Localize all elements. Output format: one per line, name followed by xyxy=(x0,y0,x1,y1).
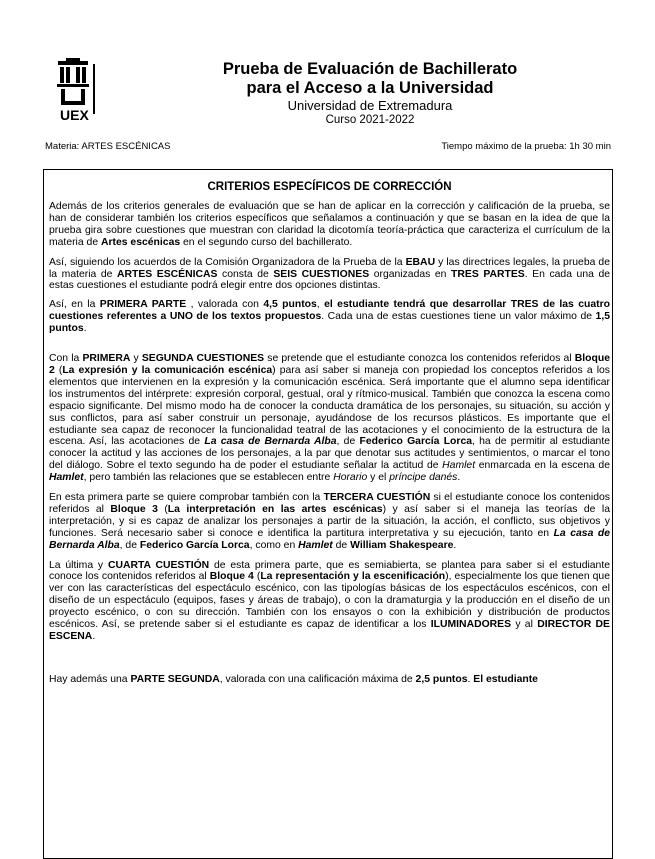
text-run-bold: SEGUNDA CUESTIONES xyxy=(141,353,265,365)
text-run: . En cada una de estas cuestiones el estudiante podrá elegir entre dos opciones distintas. xyxy=(49,268,611,292)
criteria-content xyxy=(49,180,610,686)
text-run-bold: SEIS CUESTIONES xyxy=(273,268,370,280)
text-run-bold: 1,5 puntos xyxy=(49,311,610,335)
text-run: consta de xyxy=(217,268,274,280)
text-run: Además de los criterios generales de evaluación que se han de aplicar en la corrección y calificación de la prueba, se han de considerar también los criterios específicos que señalamos a continuación y que se basan en la idea de que la prueba gira sobre cuestiones que muestran con claridad la dicotomía teoría-práctica que caracteriza el currículum de la materia de xyxy=(49,201,610,248)
text-run-bold-italic: Hamlet xyxy=(298,539,333,551)
text-run-bold: PRIMERA PARTE xyxy=(99,299,187,311)
text-run: y el xyxy=(367,472,390,484)
university-logo xyxy=(55,58,103,122)
document-header xyxy=(160,60,580,127)
text-run: La última y xyxy=(49,559,108,571)
text-run: Hay además una xyxy=(49,673,131,685)
text-run-bold: La interpretación en las artes escénicas xyxy=(167,503,383,515)
text-run: . xyxy=(453,539,457,551)
text-run-bold: La expresión y la comunicación escénica xyxy=(62,364,273,376)
text-run-bold-italic: La casa de Bernarda Alba xyxy=(204,436,337,448)
paragraph-structure xyxy=(49,257,610,293)
text-run-bold: el estudiante tendrá que desarrollar TRES de las cuatro cuestiones referentes a UNO de los textos propuestos xyxy=(49,299,610,323)
text-run-bold: DIRECTOR DE ESCENA xyxy=(49,619,610,642)
title-line-1: Prueba de Evaluación de Bachillerato xyxy=(222,60,518,78)
time-label: Tiempo máximo de la prueba: 1h 30 min xyxy=(441,141,611,152)
text-run-bold: ARTES ESCÉNICAS xyxy=(117,268,218,280)
text-run-bold: La representación y la escenificación xyxy=(260,571,446,583)
text-run: . xyxy=(92,631,96,642)
text-run-bold: 4,5 puntos xyxy=(263,299,317,311)
text-run: , de xyxy=(336,436,360,448)
text-run: . xyxy=(83,323,87,335)
text-run: ), especialmente los que tienen que ver con las características del espectáculo escénico, con las tipologías básicas de los espectáculos escénicos, con el diseño de un espectáculo (equipos, fases y áreas de trabajo), o con la dramaturgia y la producción en el diseño de un proyecto escénico, o con su dirección. También con los ensayos o con la exhibición y distribución de productos escénicos. Así, se pretende saber si el estudiante es capaz de identificar a los xyxy=(49,571,610,631)
text-run-bold: Bloque 4 xyxy=(209,571,254,583)
text-run-bold-italic: La casa de Bernarda Alba xyxy=(49,527,611,551)
text-run: Así, en la xyxy=(49,299,100,311)
text-run-bold: TRES PARTES xyxy=(451,268,525,280)
text-run-bold: El estudiante xyxy=(473,673,538,685)
text-run-bold: 2,5 puntos xyxy=(415,673,468,685)
university-name: Universidad de Extremadura xyxy=(287,98,453,113)
text-run: . Cada una de estas cuestiones tiene un valor máximo de xyxy=(321,311,596,323)
subject-label: Materia: ARTES ESCÉNICAS xyxy=(45,141,171,152)
text-run: . xyxy=(457,472,461,484)
paragraph-question-3 xyxy=(49,492,610,552)
paragraph-second-part xyxy=(49,674,610,686)
text-run-bold: William Shakespeare xyxy=(350,539,454,551)
text-run-bold-italic: Hamlet xyxy=(49,472,84,484)
text-run: se pretende que el estudiante conozca los contenidos referidos al xyxy=(264,353,575,365)
text-run: y xyxy=(130,353,142,365)
text-run: , pero también las relaciones que se establecen entre xyxy=(83,472,334,484)
text-run: organizadas en xyxy=(369,268,452,280)
text-run-bold: Federico García Lorca xyxy=(139,539,250,551)
text-run-bold: PARTE SEGUNDA xyxy=(130,673,220,685)
text-run: ) para así saber si maneja con propiedad los conceptos referidos a los elementos que intervienen en la expresión y la comunicación escénica. Será importante que el alumno sepa identificar los instrumentos del intérprete: expresión corporal, gestual, oral y rítmico-musical. También que conozca la escena como espacio significante. Del mismo modo ha de conocer la conducta dramática de los personajes, su situación, su acción y sus conflictos, para así saber construir un personaje, ayudándose de los recursos plásticos. Es importante que el estudiante sea capaz de reconocer la funcionalidad teatral de las acotaciones y el conocimiento de la estructura de la escena. Así, las acotaciones de xyxy=(49,364,610,448)
text-run-italic: príncipe danés xyxy=(389,472,458,484)
text-run-bold: EBAU xyxy=(405,256,436,268)
meta-row xyxy=(45,141,611,152)
text-run: y al xyxy=(511,619,538,631)
text-run-bold: TERCERA CUESTIÓN xyxy=(323,492,431,504)
text-run: enmarcada en la escena de xyxy=(475,460,610,472)
svg-text:UEX: UEX xyxy=(60,107,89,122)
text-run: ( xyxy=(54,364,63,376)
text-run: , de xyxy=(119,539,140,551)
text-run: en el segundo curso del bachillerato. xyxy=(180,236,353,248)
text-run-bold: ILUMINADORES xyxy=(430,619,512,631)
text-run: ( xyxy=(253,571,261,583)
text-run: , valorada con una calificación máxima de xyxy=(219,673,416,685)
text-run: de esta primera parte, que es semiabierta, se plantea para saber si el estudiante conoce los contenidos referidos al xyxy=(49,559,611,583)
paragraph-questions-1-2 xyxy=(49,353,610,484)
course-year: Curso 2021-2022 xyxy=(325,114,415,126)
text-run: Con la xyxy=(49,353,83,365)
text-run: . xyxy=(467,673,474,685)
paragraph-question-4 xyxy=(49,560,610,643)
text-run: de xyxy=(332,539,351,551)
text-run: y las directrices legales, la prueba de la materia de xyxy=(49,256,610,280)
text-run-bold: PRIMERA xyxy=(82,353,131,365)
title-line-2: para el Acceso a la Universidad xyxy=(246,79,494,97)
text-run: ) y así saber si el maneja las teorías de la interpretación, y si es capaz de analizar los personajes a partir de la situación, la acción, el conflicto, sus objetivos y funciones. Será necesario saber si conoce e identifica la partitura interpretativa y su ejecución, tanto en xyxy=(49,503,610,539)
text-run-bold: Federico García Lorca xyxy=(359,436,472,448)
text-run: ( xyxy=(157,503,168,515)
text-run: Así, siguiendo los acuerdos de la Comisión Organizadora de la Prueba de la xyxy=(49,256,406,268)
text-run-bold: Artes escénicas xyxy=(100,236,181,248)
criteria-heading: CRITERIOS ESPECÍFICOS DE CORRECCIÓN xyxy=(207,181,452,193)
text-run: , xyxy=(316,299,325,311)
text-run: , como en xyxy=(249,539,299,551)
paragraph-intro xyxy=(49,201,610,249)
text-run-bold: Bloque 3 xyxy=(110,503,158,515)
text-run: En esta primera parte se quiere comprobar también con la xyxy=(49,492,324,504)
text-run-italic: Horario xyxy=(333,472,368,484)
text-run: , ha de permitir al estudiante conocer la actitud y las acciones de los personajes, a la par que denotar sus actitudes y sentimientos, o marcar el tono del diálogo. Sobre el texto segundo ha de poder el estudiante señalar la actitud de xyxy=(49,436,610,472)
text-run-italic: Hamlet xyxy=(442,460,476,472)
text-run-bold: Bloque 2 xyxy=(49,353,610,376)
paragraph-first-part xyxy=(49,299,610,335)
text-run-bold: CUARTA CUESTIÓN xyxy=(107,559,210,571)
text-run: si el estudiante conoce los contenidos referidos al xyxy=(49,492,610,515)
text-run: , valorada con xyxy=(186,299,264,311)
